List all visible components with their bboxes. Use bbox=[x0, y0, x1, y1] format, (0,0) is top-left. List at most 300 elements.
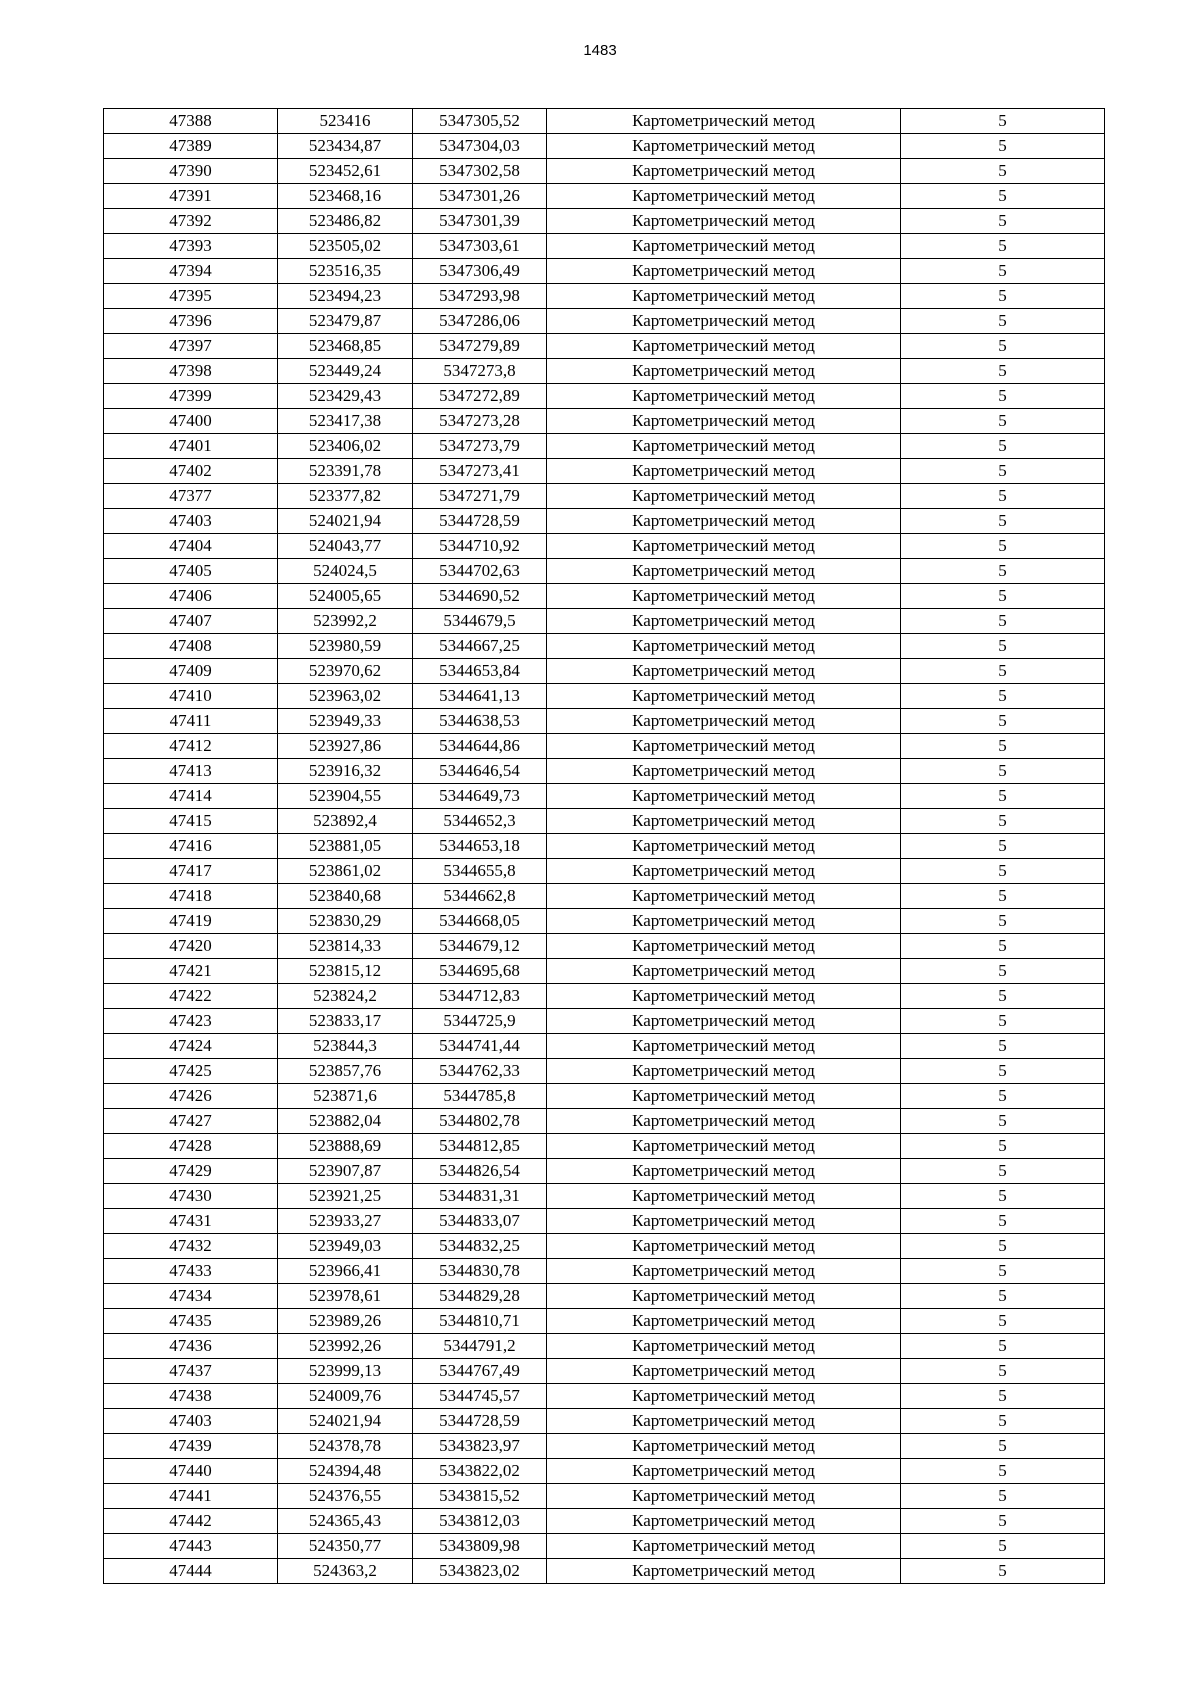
accuracy-cell: 5 bbox=[901, 1534, 1105, 1559]
x-coordinate-cell: 523904,55 bbox=[278, 784, 413, 809]
y-coordinate-cell: 5347272,89 bbox=[413, 384, 547, 409]
table-row bbox=[104, 509, 1105, 534]
method-cell: Картометрический метод bbox=[547, 484, 901, 509]
table-row bbox=[104, 1284, 1105, 1309]
y-coordinate-cell: 5344725,9 bbox=[413, 1009, 547, 1034]
accuracy-cell: 5 bbox=[901, 959, 1105, 984]
x-coordinate-cell: 523857,76 bbox=[278, 1059, 413, 1084]
y-coordinate-cell: 5344655,8 bbox=[413, 859, 547, 884]
point-number-cell: 47377 bbox=[104, 484, 278, 509]
x-coordinate-cell: 523933,27 bbox=[278, 1209, 413, 1234]
accuracy-cell: 5 bbox=[901, 1009, 1105, 1034]
y-coordinate-cell: 5344791,2 bbox=[413, 1334, 547, 1359]
accuracy-cell: 5 bbox=[901, 134, 1105, 159]
x-coordinate-cell: 523815,12 bbox=[278, 959, 413, 984]
accuracy-cell: 5 bbox=[901, 109, 1105, 134]
accuracy-cell: 5 bbox=[901, 534, 1105, 559]
method-cell: Картометрический метод bbox=[547, 884, 901, 909]
table-row bbox=[104, 984, 1105, 1009]
accuracy-cell: 5 bbox=[901, 309, 1105, 334]
table-row bbox=[104, 1209, 1105, 1234]
y-coordinate-cell: 5344668,05 bbox=[413, 909, 547, 934]
x-coordinate-cell: 524021,94 bbox=[278, 1409, 413, 1434]
method-cell: Картометрический метод bbox=[547, 1534, 901, 1559]
accuracy-cell: 5 bbox=[901, 259, 1105, 284]
method-cell: Картометрический метод bbox=[547, 159, 901, 184]
x-coordinate-cell: 524365,43 bbox=[278, 1509, 413, 1534]
point-number-cell: 47414 bbox=[104, 784, 278, 809]
accuracy-cell: 5 bbox=[901, 1384, 1105, 1409]
x-coordinate-cell: 523927,86 bbox=[278, 734, 413, 759]
y-coordinate-cell: 5344728,59 bbox=[413, 509, 547, 534]
x-coordinate-cell: 523888,69 bbox=[278, 1134, 413, 1159]
y-coordinate-cell: 5347271,79 bbox=[413, 484, 547, 509]
y-coordinate-cell: 5344695,68 bbox=[413, 959, 547, 984]
point-number-cell: 47404 bbox=[104, 534, 278, 559]
y-coordinate-cell: 5343812,03 bbox=[413, 1509, 547, 1534]
point-number-cell: 47410 bbox=[104, 684, 278, 709]
table-row bbox=[104, 359, 1105, 384]
y-coordinate-cell: 5344810,71 bbox=[413, 1309, 547, 1334]
y-coordinate-cell: 5344667,25 bbox=[413, 634, 547, 659]
table-row bbox=[104, 384, 1105, 409]
y-coordinate-cell: 5343823,97 bbox=[413, 1434, 547, 1459]
x-coordinate-cell: 523992,2 bbox=[278, 609, 413, 634]
y-coordinate-cell: 5347273,79 bbox=[413, 434, 547, 459]
y-coordinate-cell: 5344812,85 bbox=[413, 1134, 547, 1159]
table-row bbox=[104, 1459, 1105, 1484]
table-row bbox=[104, 634, 1105, 659]
point-number-cell: 47442 bbox=[104, 1509, 278, 1534]
accuracy-cell: 5 bbox=[901, 909, 1105, 934]
accuracy-cell: 5 bbox=[901, 1184, 1105, 1209]
method-cell: Картометрический метод bbox=[547, 459, 901, 484]
table-row bbox=[104, 1559, 1105, 1584]
y-coordinate-cell: 5344641,13 bbox=[413, 684, 547, 709]
table-row bbox=[104, 709, 1105, 734]
method-cell: Картометрический метод bbox=[547, 434, 901, 459]
table-row bbox=[104, 1409, 1105, 1434]
method-cell: Картометрический метод bbox=[547, 959, 901, 984]
accuracy-cell: 5 bbox=[901, 1059, 1105, 1084]
accuracy-cell: 5 bbox=[901, 1034, 1105, 1059]
y-coordinate-cell: 5347301,39 bbox=[413, 209, 547, 234]
x-coordinate-cell: 523892,4 bbox=[278, 809, 413, 834]
x-coordinate-cell: 523989,26 bbox=[278, 1309, 413, 1334]
method-cell: Картометрический метод bbox=[547, 209, 901, 234]
accuracy-cell: 5 bbox=[901, 584, 1105, 609]
table-row bbox=[104, 1234, 1105, 1259]
x-coordinate-cell: 524378,78 bbox=[278, 1434, 413, 1459]
table-row bbox=[104, 1509, 1105, 1534]
table-row bbox=[104, 959, 1105, 984]
accuracy-cell: 5 bbox=[901, 634, 1105, 659]
table-row bbox=[104, 159, 1105, 184]
y-coordinate-cell: 5347304,03 bbox=[413, 134, 547, 159]
x-coordinate-cell: 523980,59 bbox=[278, 634, 413, 659]
point-number-cell: 47412 bbox=[104, 734, 278, 759]
accuracy-cell: 5 bbox=[901, 734, 1105, 759]
point-number-cell: 47425 bbox=[104, 1059, 278, 1084]
x-coordinate-cell: 523966,41 bbox=[278, 1259, 413, 1284]
x-coordinate-cell: 523479,87 bbox=[278, 309, 413, 334]
x-coordinate-cell: 523916,32 bbox=[278, 759, 413, 784]
accuracy-cell: 5 bbox=[901, 1284, 1105, 1309]
accuracy-cell: 5 bbox=[901, 509, 1105, 534]
y-coordinate-cell: 5343809,98 bbox=[413, 1534, 547, 1559]
y-coordinate-cell: 5344679,5 bbox=[413, 609, 547, 634]
accuracy-cell: 5 bbox=[901, 684, 1105, 709]
method-cell: Картометрический метод bbox=[547, 184, 901, 209]
point-number-cell: 47391 bbox=[104, 184, 278, 209]
point-number-cell: 47419 bbox=[104, 909, 278, 934]
x-coordinate-cell: 523978,61 bbox=[278, 1284, 413, 1309]
point-number-cell: 47397 bbox=[104, 334, 278, 359]
y-coordinate-cell: 5344785,8 bbox=[413, 1084, 547, 1109]
method-cell: Картометрический метод bbox=[547, 734, 901, 759]
point-number-cell: 47436 bbox=[104, 1334, 278, 1359]
y-coordinate-cell: 5344702,63 bbox=[413, 559, 547, 584]
y-coordinate-cell: 5344652,3 bbox=[413, 809, 547, 834]
point-number-cell: 47426 bbox=[104, 1084, 278, 1109]
point-number-cell: 47388 bbox=[104, 109, 278, 134]
point-number-cell: 47421 bbox=[104, 959, 278, 984]
coordinates-table bbox=[103, 108, 1105, 1584]
table-row bbox=[104, 1134, 1105, 1159]
point-number-cell: 47395 bbox=[104, 284, 278, 309]
method-cell: Картометрический метод bbox=[547, 359, 901, 384]
y-coordinate-cell: 5344826,54 bbox=[413, 1159, 547, 1184]
x-coordinate-cell: 523949,33 bbox=[278, 709, 413, 734]
y-coordinate-cell: 5347302,58 bbox=[413, 159, 547, 184]
method-cell: Картометрический метод bbox=[547, 909, 901, 934]
point-number-cell: 47416 bbox=[104, 834, 278, 859]
x-coordinate-cell: 523881,05 bbox=[278, 834, 413, 859]
accuracy-cell: 5 bbox=[901, 609, 1105, 634]
x-coordinate-cell: 523468,85 bbox=[278, 334, 413, 359]
method-cell: Картометрический метод bbox=[547, 609, 901, 634]
y-coordinate-cell: 5343815,52 bbox=[413, 1484, 547, 1509]
y-coordinate-cell: 5347279,89 bbox=[413, 334, 547, 359]
y-coordinate-cell: 5344831,31 bbox=[413, 1184, 547, 1209]
method-cell: Картометрический метод bbox=[547, 834, 901, 859]
accuracy-cell: 5 bbox=[901, 884, 1105, 909]
table-row bbox=[104, 284, 1105, 309]
table-row bbox=[104, 834, 1105, 859]
method-cell: Картометрический метод bbox=[547, 1559, 901, 1584]
table-row bbox=[104, 309, 1105, 334]
accuracy-cell: 5 bbox=[901, 359, 1105, 384]
x-coordinate-cell: 523840,68 bbox=[278, 884, 413, 909]
y-coordinate-cell: 5344762,33 bbox=[413, 1059, 547, 1084]
point-number-cell: 47443 bbox=[104, 1534, 278, 1559]
x-coordinate-cell: 523468,16 bbox=[278, 184, 413, 209]
method-cell: Картометрический метод bbox=[547, 1484, 901, 1509]
table-row bbox=[104, 1009, 1105, 1034]
x-coordinate-cell: 523833,17 bbox=[278, 1009, 413, 1034]
y-coordinate-cell: 5347301,26 bbox=[413, 184, 547, 209]
point-number-cell: 47400 bbox=[104, 409, 278, 434]
accuracy-cell: 5 bbox=[901, 159, 1105, 184]
accuracy-cell: 5 bbox=[901, 434, 1105, 459]
y-coordinate-cell: 5344638,53 bbox=[413, 709, 547, 734]
x-coordinate-cell: 523844,3 bbox=[278, 1034, 413, 1059]
method-cell: Картометрический метод bbox=[547, 584, 901, 609]
accuracy-cell: 5 bbox=[901, 759, 1105, 784]
table-row bbox=[104, 259, 1105, 284]
y-coordinate-cell: 5344832,25 bbox=[413, 1234, 547, 1259]
y-coordinate-cell: 5344833,07 bbox=[413, 1209, 547, 1234]
accuracy-cell: 5 bbox=[901, 1459, 1105, 1484]
method-cell: Картометрический метод bbox=[547, 1084, 901, 1109]
x-coordinate-cell: 523494,23 bbox=[278, 284, 413, 309]
table-row bbox=[104, 1084, 1105, 1109]
table-row bbox=[104, 909, 1105, 934]
table-row bbox=[104, 1334, 1105, 1359]
x-coordinate-cell: 523429,43 bbox=[278, 384, 413, 409]
accuracy-cell: 5 bbox=[901, 834, 1105, 859]
point-number-cell: 47424 bbox=[104, 1034, 278, 1059]
method-cell: Картометрический метод bbox=[547, 259, 901, 284]
table-row bbox=[104, 1109, 1105, 1134]
y-coordinate-cell: 5344653,18 bbox=[413, 834, 547, 859]
table-row bbox=[104, 934, 1105, 959]
table-row bbox=[104, 534, 1105, 559]
x-coordinate-cell: 523377,82 bbox=[278, 484, 413, 509]
table-row bbox=[104, 1059, 1105, 1084]
method-cell: Картометрический метод bbox=[547, 1109, 901, 1134]
y-coordinate-cell: 5344690,52 bbox=[413, 584, 547, 609]
method-cell: Картометрический метод bbox=[547, 409, 901, 434]
method-cell: Картометрический метод bbox=[547, 1309, 901, 1334]
point-number-cell: 47406 bbox=[104, 584, 278, 609]
method-cell: Картометрический метод bbox=[547, 634, 901, 659]
y-coordinate-cell: 5344802,78 bbox=[413, 1109, 547, 1134]
accuracy-cell: 5 bbox=[901, 1234, 1105, 1259]
point-number-cell: 47396 bbox=[104, 309, 278, 334]
method-cell: Картометрический метод bbox=[547, 934, 901, 959]
point-number-cell: 47409 bbox=[104, 659, 278, 684]
x-coordinate-cell: 523970,62 bbox=[278, 659, 413, 684]
table-row bbox=[104, 559, 1105, 584]
method-cell: Картометрический метод bbox=[547, 309, 901, 334]
x-coordinate-cell: 523449,24 bbox=[278, 359, 413, 384]
method-cell: Картометрический метод bbox=[547, 234, 901, 259]
y-coordinate-cell: 5347273,41 bbox=[413, 459, 547, 484]
y-coordinate-cell: 5344728,59 bbox=[413, 1409, 547, 1434]
point-number-cell: 47430 bbox=[104, 1184, 278, 1209]
y-coordinate-cell: 5347273,8 bbox=[413, 359, 547, 384]
point-number-cell: 47399 bbox=[104, 384, 278, 409]
accuracy-cell: 5 bbox=[901, 859, 1105, 884]
point-number-cell: 47408 bbox=[104, 634, 278, 659]
x-coordinate-cell: 523963,02 bbox=[278, 684, 413, 709]
accuracy-cell: 5 bbox=[901, 1559, 1105, 1584]
y-coordinate-cell: 5343823,02 bbox=[413, 1559, 547, 1584]
accuracy-cell: 5 bbox=[901, 809, 1105, 834]
y-coordinate-cell: 5344653,84 bbox=[413, 659, 547, 684]
y-coordinate-cell: 5344644,86 bbox=[413, 734, 547, 759]
x-coordinate-cell: 524024,5 bbox=[278, 559, 413, 584]
method-cell: Картометрический метод bbox=[547, 1234, 901, 1259]
point-number-cell: 47407 bbox=[104, 609, 278, 634]
x-coordinate-cell: 523871,6 bbox=[278, 1084, 413, 1109]
point-number-cell: 47422 bbox=[104, 984, 278, 1009]
point-number-cell: 47429 bbox=[104, 1159, 278, 1184]
point-number-cell: 47403 bbox=[104, 1409, 278, 1434]
method-cell: Картометрический метод bbox=[547, 534, 901, 559]
x-coordinate-cell: 524005,65 bbox=[278, 584, 413, 609]
method-cell: Картометрический метод bbox=[547, 684, 901, 709]
x-coordinate-cell: 523992,26 bbox=[278, 1334, 413, 1359]
point-number-cell: 47389 bbox=[104, 134, 278, 159]
accuracy-cell: 5 bbox=[901, 1409, 1105, 1434]
accuracy-cell: 5 bbox=[901, 284, 1105, 309]
point-number-cell: 47431 bbox=[104, 1209, 278, 1234]
table-row bbox=[104, 659, 1105, 684]
point-number-cell: 47402 bbox=[104, 459, 278, 484]
table-row bbox=[104, 134, 1105, 159]
point-number-cell: 47423 bbox=[104, 1009, 278, 1034]
table-row bbox=[104, 234, 1105, 259]
accuracy-cell: 5 bbox=[901, 384, 1105, 409]
method-cell: Картометрический метод bbox=[547, 1209, 901, 1234]
y-coordinate-cell: 5347303,61 bbox=[413, 234, 547, 259]
point-number-cell: 47415 bbox=[104, 809, 278, 834]
x-coordinate-cell: 524350,77 bbox=[278, 1534, 413, 1559]
x-coordinate-cell: 523830,29 bbox=[278, 909, 413, 934]
method-cell: Картометрический метод bbox=[547, 284, 901, 309]
method-cell: Картометрический метод bbox=[547, 1384, 901, 1409]
x-coordinate-cell: 523486,82 bbox=[278, 209, 413, 234]
y-coordinate-cell: 5344710,92 bbox=[413, 534, 547, 559]
accuracy-cell: 5 bbox=[901, 1509, 1105, 1534]
method-cell: Картометрический метод bbox=[547, 1409, 901, 1434]
point-number-cell: 47428 bbox=[104, 1134, 278, 1159]
x-coordinate-cell: 524394,48 bbox=[278, 1459, 413, 1484]
point-number-cell: 47393 bbox=[104, 234, 278, 259]
accuracy-cell: 5 bbox=[901, 409, 1105, 434]
point-number-cell: 47401 bbox=[104, 434, 278, 459]
x-coordinate-cell: 523417,38 bbox=[278, 409, 413, 434]
y-coordinate-cell: 5344662,8 bbox=[413, 884, 547, 909]
coordinates-table-body bbox=[104, 109, 1105, 1584]
method-cell: Картометрический метод bbox=[547, 509, 901, 534]
y-coordinate-cell: 5347293,98 bbox=[413, 284, 547, 309]
accuracy-cell: 5 bbox=[901, 484, 1105, 509]
method-cell: Картометрический метод bbox=[547, 1034, 901, 1059]
table-row bbox=[104, 334, 1105, 359]
x-coordinate-cell: 523406,02 bbox=[278, 434, 413, 459]
point-number-cell: 47434 bbox=[104, 1284, 278, 1309]
point-number-cell: 47405 bbox=[104, 559, 278, 584]
method-cell: Картометрический метод bbox=[547, 134, 901, 159]
point-number-cell: 47392 bbox=[104, 209, 278, 234]
x-coordinate-cell: 523814,33 bbox=[278, 934, 413, 959]
accuracy-cell: 5 bbox=[901, 184, 1105, 209]
x-coordinate-cell: 523416 bbox=[278, 109, 413, 134]
accuracy-cell: 5 bbox=[901, 1159, 1105, 1184]
table-row bbox=[104, 809, 1105, 834]
point-number-cell: 47420 bbox=[104, 934, 278, 959]
y-coordinate-cell: 5347273,28 bbox=[413, 409, 547, 434]
x-coordinate-cell: 524376,55 bbox=[278, 1484, 413, 1509]
method-cell: Картометрический метод bbox=[547, 1009, 901, 1034]
accuracy-cell: 5 bbox=[901, 1484, 1105, 1509]
accuracy-cell: 5 bbox=[901, 934, 1105, 959]
method-cell: Картометрический метод bbox=[547, 859, 901, 884]
table-row bbox=[104, 109, 1105, 134]
method-cell: Картометрический метод bbox=[547, 659, 901, 684]
accuracy-cell: 5 bbox=[901, 784, 1105, 809]
point-number-cell: 47439 bbox=[104, 1434, 278, 1459]
method-cell: Картометрический метод bbox=[547, 1434, 901, 1459]
table-row bbox=[104, 784, 1105, 809]
y-coordinate-cell: 5344646,54 bbox=[413, 759, 547, 784]
y-coordinate-cell: 5344712,83 bbox=[413, 984, 547, 1009]
x-coordinate-cell: 523505,02 bbox=[278, 234, 413, 259]
table-row bbox=[104, 1384, 1105, 1409]
point-number-cell: 47403 bbox=[104, 509, 278, 534]
accuracy-cell: 5 bbox=[901, 234, 1105, 259]
y-coordinate-cell: 5344830,78 bbox=[413, 1259, 547, 1284]
accuracy-cell: 5 bbox=[901, 1109, 1105, 1134]
point-number-cell: 47411 bbox=[104, 709, 278, 734]
accuracy-cell: 5 bbox=[901, 709, 1105, 734]
point-number-cell: 47413 bbox=[104, 759, 278, 784]
table-row bbox=[104, 1484, 1105, 1509]
y-coordinate-cell: 5343822,02 bbox=[413, 1459, 547, 1484]
y-coordinate-cell: 5344741,44 bbox=[413, 1034, 547, 1059]
accuracy-cell: 5 bbox=[901, 1209, 1105, 1234]
point-number-cell: 47440 bbox=[104, 1459, 278, 1484]
y-coordinate-cell: 5347305,52 bbox=[413, 109, 547, 134]
point-number-cell: 47444 bbox=[104, 1559, 278, 1584]
method-cell: Картометрический метод bbox=[547, 809, 901, 834]
table-row bbox=[104, 734, 1105, 759]
table-row bbox=[104, 1359, 1105, 1384]
method-cell: Картометрический метод bbox=[547, 109, 901, 134]
x-coordinate-cell: 523824,2 bbox=[278, 984, 413, 1009]
table-row bbox=[104, 1309, 1105, 1334]
y-coordinate-cell: 5344745,57 bbox=[413, 1384, 547, 1409]
x-coordinate-cell: 523452,61 bbox=[278, 159, 413, 184]
accuracy-cell: 5 bbox=[901, 1434, 1105, 1459]
point-number-cell: 47398 bbox=[104, 359, 278, 384]
method-cell: Картометрический метод bbox=[547, 1359, 901, 1384]
x-coordinate-cell: 523434,87 bbox=[278, 134, 413, 159]
method-cell: Картометрический метод bbox=[547, 1159, 901, 1184]
point-number-cell: 47427 bbox=[104, 1109, 278, 1134]
point-number-cell: 47418 bbox=[104, 884, 278, 909]
point-number-cell: 47390 bbox=[104, 159, 278, 184]
point-number-cell: 47438 bbox=[104, 1384, 278, 1409]
method-cell: Картометрический метод bbox=[547, 709, 901, 734]
page-number: 1483 bbox=[583, 42, 617, 59]
method-cell: Картометрический метод bbox=[547, 1284, 901, 1309]
y-coordinate-cell: 5344767,49 bbox=[413, 1359, 547, 1384]
x-coordinate-cell: 523907,87 bbox=[278, 1159, 413, 1184]
x-coordinate-cell: 523861,02 bbox=[278, 859, 413, 884]
y-coordinate-cell: 5344679,12 bbox=[413, 934, 547, 959]
table-row bbox=[104, 209, 1105, 234]
method-cell: Картометрический метод bbox=[547, 334, 901, 359]
x-coordinate-cell: 524363,2 bbox=[278, 1559, 413, 1584]
method-cell: Картометрический метод bbox=[547, 1134, 901, 1159]
table-row bbox=[104, 609, 1105, 634]
point-number-cell: 47433 bbox=[104, 1259, 278, 1284]
accuracy-cell: 5 bbox=[901, 1359, 1105, 1384]
